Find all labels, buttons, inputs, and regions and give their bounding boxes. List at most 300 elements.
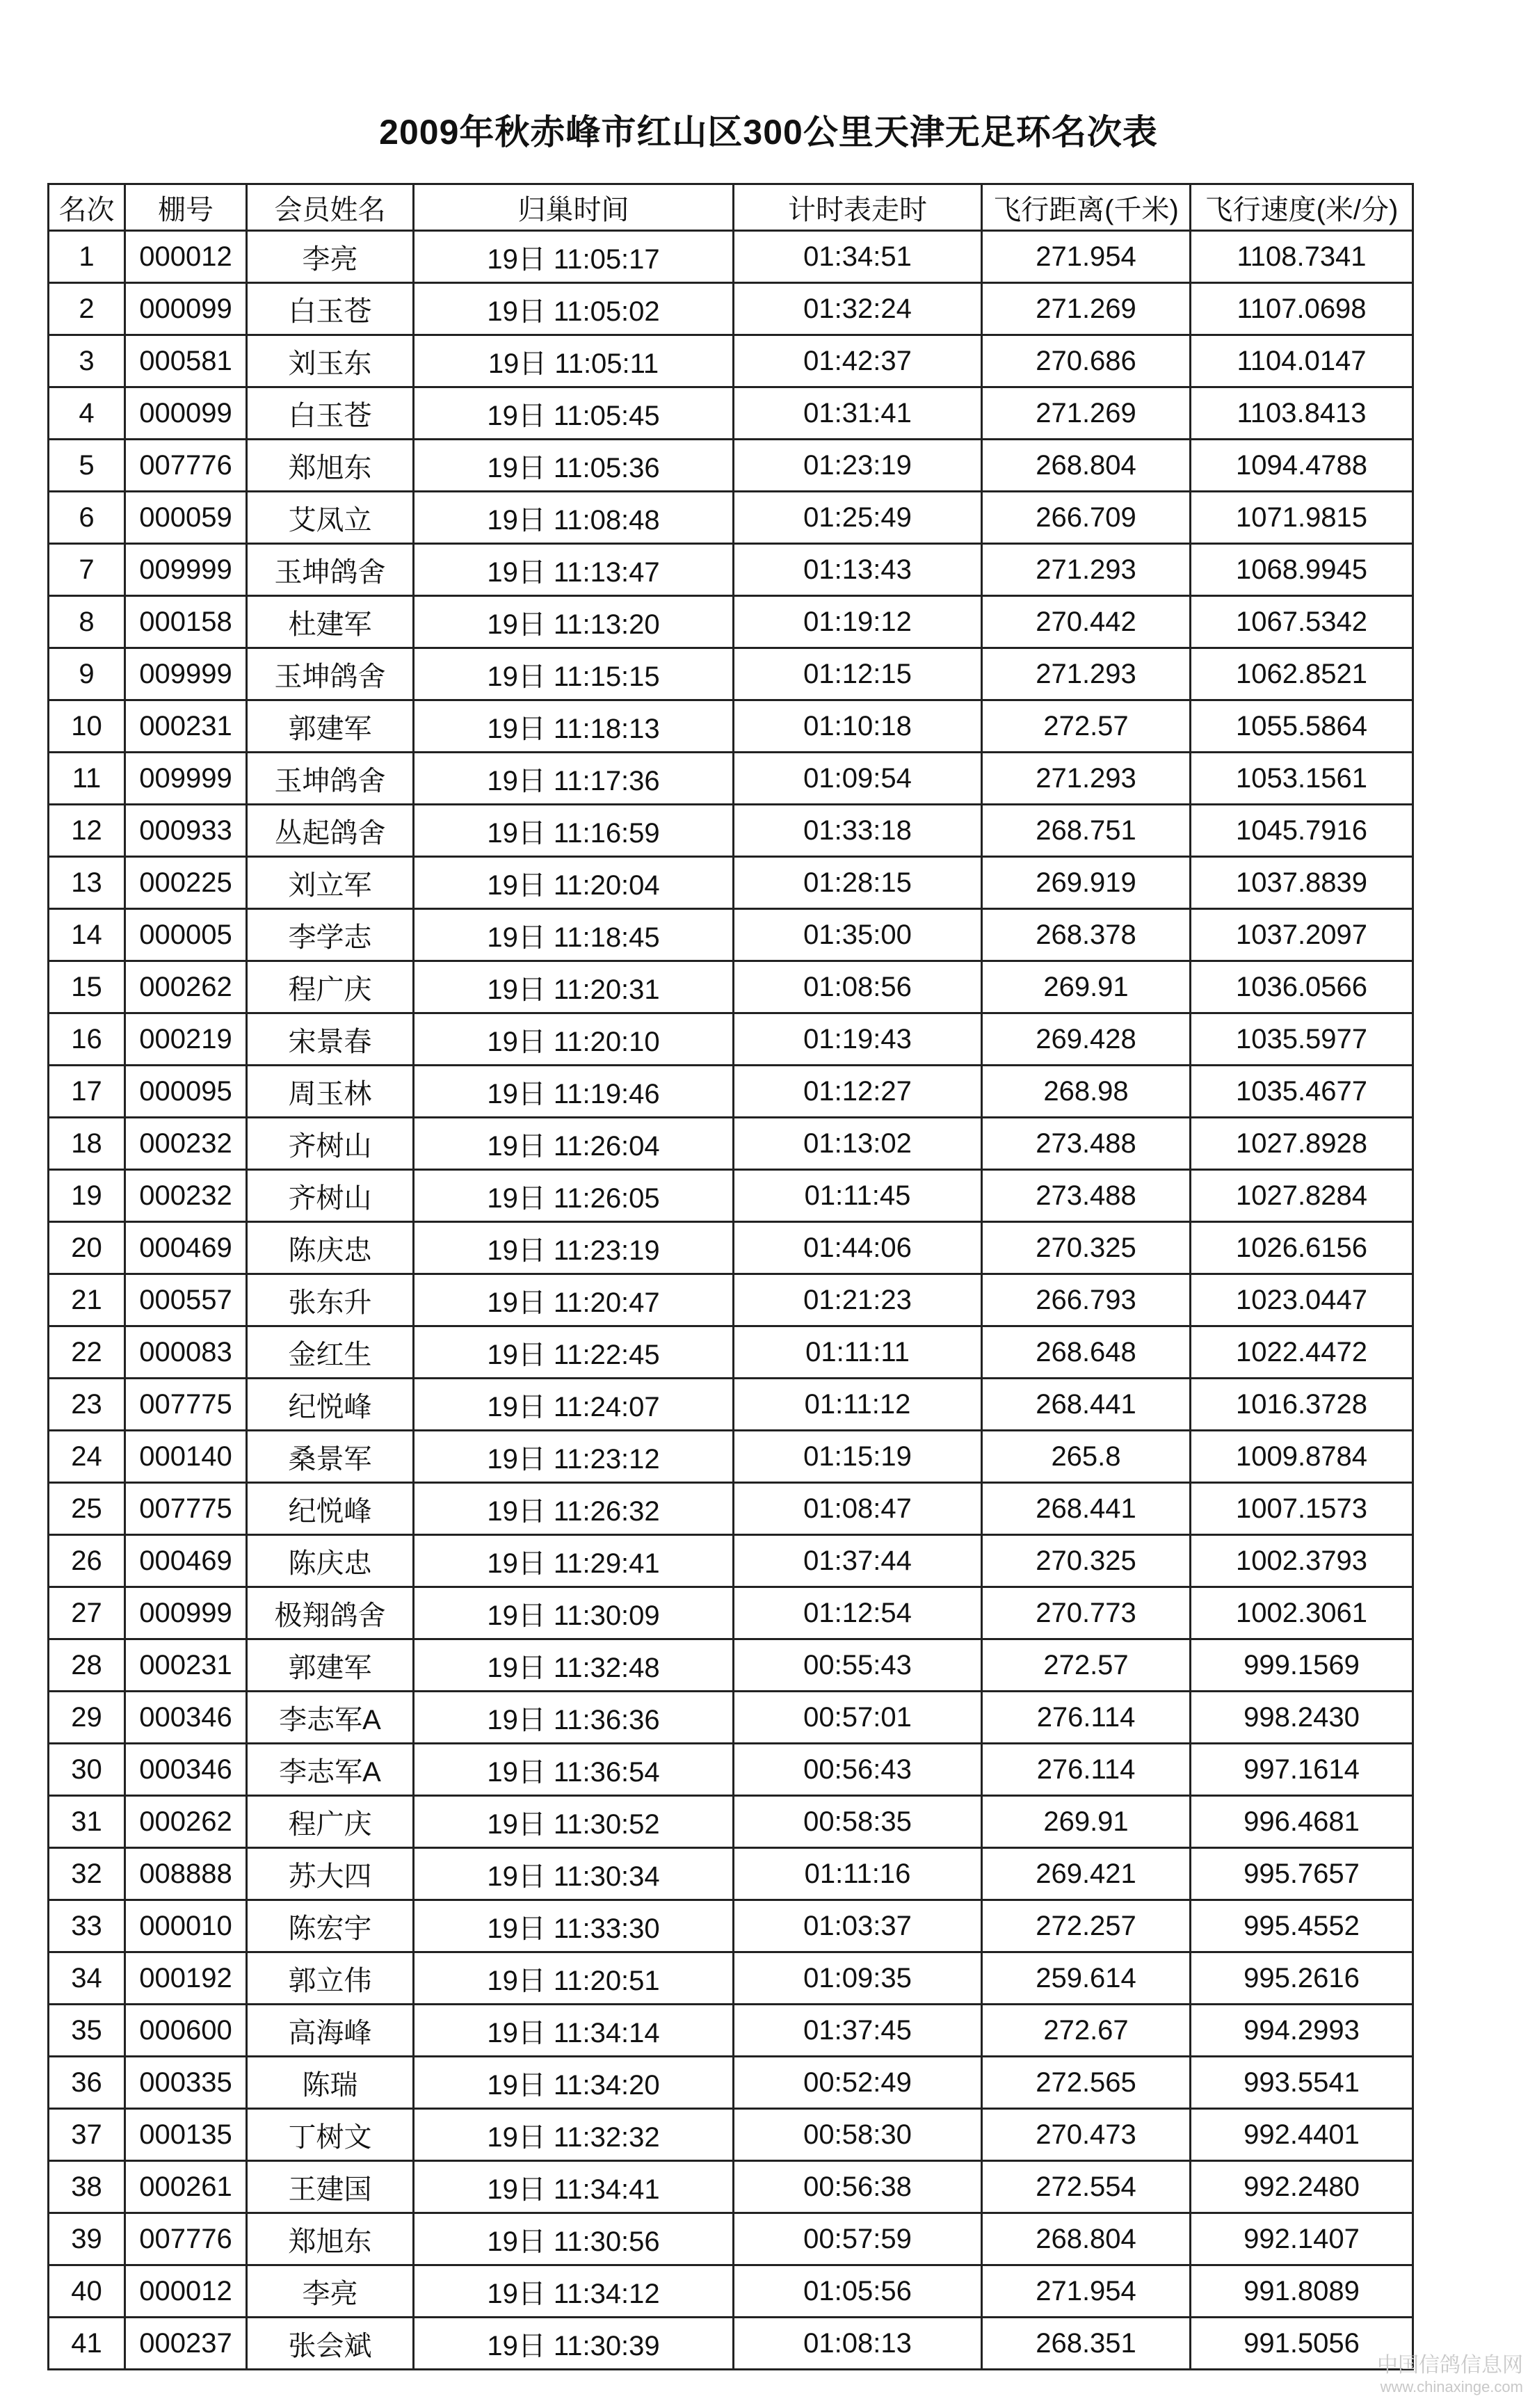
cell-loft-number: 000099 bbox=[125, 387, 247, 440]
cell-rank: 6 bbox=[49, 492, 125, 544]
cell-clock-time: 01:23:19 bbox=[734, 440, 982, 492]
cell-member-name: 张东升 bbox=[247, 1274, 414, 1326]
cell-speed: 1053.1561 bbox=[1191, 753, 1413, 805]
cell-loft-number: 000005 bbox=[125, 909, 247, 961]
cell-speed: 998.2430 bbox=[1191, 1692, 1413, 1744]
cell-distance: 269.91 bbox=[982, 1796, 1191, 1848]
cell-distance: 268.804 bbox=[982, 2213, 1191, 2265]
cell-distance: 276.114 bbox=[982, 1744, 1191, 1796]
cell-speed: 1035.5977 bbox=[1191, 1013, 1413, 1066]
table-row bbox=[49, 2109, 1413, 2161]
cell-speed: 1045.7916 bbox=[1191, 805, 1413, 857]
cell-member-name: 陈庆忠 bbox=[247, 1535, 414, 1587]
results-table bbox=[47, 183, 1414, 2370]
cell-clock-time: 01:15:19 bbox=[734, 1431, 982, 1483]
header-member-name: 会员姓名 bbox=[247, 184, 414, 231]
cell-distance: 268.648 bbox=[982, 1326, 1191, 1379]
table-row bbox=[49, 231, 1413, 283]
cell-member-name: 李亮 bbox=[247, 231, 414, 283]
cell-return-time: 19日 11:23:12 bbox=[414, 1431, 734, 1483]
cell-rank: 36 bbox=[49, 2057, 125, 2109]
cell-clock-time: 01:25:49 bbox=[734, 492, 982, 544]
cell-rank: 40 bbox=[49, 2265, 125, 2318]
cell-rank: 16 bbox=[49, 1013, 125, 1066]
cell-return-time: 19日 11:20:04 bbox=[414, 857, 734, 909]
cell-speed: 1009.8784 bbox=[1191, 1431, 1413, 1483]
cell-rank: 4 bbox=[49, 387, 125, 440]
cell-loft-number: 000933 bbox=[125, 805, 247, 857]
cell-speed: 1067.5342 bbox=[1191, 596, 1413, 648]
cell-speed: 1007.1573 bbox=[1191, 1483, 1413, 1535]
cell-member-name: 李学志 bbox=[247, 909, 414, 961]
cell-return-time: 19日 11:34:41 bbox=[414, 2161, 734, 2213]
cell-member-name: 刘立军 bbox=[247, 857, 414, 909]
cell-loft-number: 000469 bbox=[125, 1535, 247, 1587]
table-row bbox=[49, 2318, 1413, 2370]
cell-loft-number: 000262 bbox=[125, 961, 247, 1013]
cell-clock-time: 01:13:43 bbox=[734, 544, 982, 596]
cell-member-name: 高海峰 bbox=[247, 2005, 414, 2057]
cell-speed: 1071.9815 bbox=[1191, 492, 1413, 544]
cell-distance: 272.565 bbox=[982, 2057, 1191, 2109]
table-row bbox=[49, 857, 1413, 909]
cell-clock-time: 01:37:45 bbox=[734, 2005, 982, 2057]
cell-return-time: 19日 11:08:48 bbox=[414, 492, 734, 544]
table-row bbox=[49, 805, 1413, 857]
cell-speed: 991.8089 bbox=[1191, 2265, 1413, 2318]
cell-distance: 268.351 bbox=[982, 2318, 1191, 2370]
cell-speed: 1037.2097 bbox=[1191, 909, 1413, 961]
cell-loft-number: 009999 bbox=[125, 544, 247, 596]
cell-distance: 272.57 bbox=[982, 700, 1191, 753]
cell-speed: 1027.8284 bbox=[1191, 1170, 1413, 1222]
cell-return-time: 19日 11:15:15 bbox=[414, 648, 734, 700]
cell-clock-time: 01:42:37 bbox=[734, 335, 982, 387]
cell-rank: 19 bbox=[49, 1170, 125, 1222]
cell-rank: 1 bbox=[49, 231, 125, 283]
cell-rank: 41 bbox=[49, 2318, 125, 2370]
cell-member-name: 郭建军 bbox=[247, 700, 414, 753]
cell-return-time: 19日 11:23:19 bbox=[414, 1222, 734, 1274]
header-clock-time: 计时表走时 bbox=[734, 184, 982, 231]
cell-clock-time: 01:19:43 bbox=[734, 1013, 982, 1066]
table-row bbox=[49, 1535, 1413, 1587]
cell-loft-number: 008888 bbox=[125, 1848, 247, 1900]
table-row bbox=[49, 1431, 1413, 1483]
header-loft-number: 棚号 bbox=[125, 184, 247, 231]
table-row bbox=[49, 2213, 1413, 2265]
cell-clock-time: 01:33:18 bbox=[734, 805, 982, 857]
table-row bbox=[49, 2265, 1413, 2318]
cell-rank: 3 bbox=[49, 335, 125, 387]
cell-clock-time: 01:19:12 bbox=[734, 596, 982, 648]
cell-speed: 1022.4472 bbox=[1191, 1326, 1413, 1379]
cell-rank: 5 bbox=[49, 440, 125, 492]
cell-member-name: 李志军A bbox=[247, 1692, 414, 1744]
cell-speed: 995.2616 bbox=[1191, 1952, 1413, 2005]
cell-clock-time: 01:31:41 bbox=[734, 387, 982, 440]
cell-rank: 33 bbox=[49, 1900, 125, 1952]
table-header-row bbox=[49, 184, 1413, 231]
cell-clock-time: 01:37:44 bbox=[734, 1535, 982, 1587]
watermark-url: www.chinaxinge.com bbox=[1380, 2377, 1523, 2395]
cell-loft-number: 007776 bbox=[125, 2213, 247, 2265]
cell-return-time: 19日 11:13:47 bbox=[414, 544, 734, 596]
cell-member-name: 玉坤鸽舍 bbox=[247, 753, 414, 805]
cell-member-name: 桑景军 bbox=[247, 1431, 414, 1483]
cell-speed: 997.1614 bbox=[1191, 1744, 1413, 1796]
cell-member-name: 郑旭东 bbox=[247, 2213, 414, 2265]
cell-loft-number: 000012 bbox=[125, 231, 247, 283]
cell-member-name: 郭立伟 bbox=[247, 1952, 414, 2005]
header-return-time: 归巢时间 bbox=[414, 184, 734, 231]
cell-speed: 1027.8928 bbox=[1191, 1118, 1413, 1170]
cell-loft-number: 000135 bbox=[125, 2109, 247, 2161]
cell-return-time: 19日 11:05:36 bbox=[414, 440, 734, 492]
cell-speed: 992.2480 bbox=[1191, 2161, 1413, 2213]
cell-speed: 994.2993 bbox=[1191, 2005, 1413, 2057]
table-row bbox=[49, 335, 1413, 387]
cell-speed: 1036.0566 bbox=[1191, 961, 1413, 1013]
cell-clock-time: 01:05:56 bbox=[734, 2265, 982, 2318]
cell-return-time: 19日 11:26:05 bbox=[414, 1170, 734, 1222]
table-row bbox=[49, 492, 1413, 544]
cell-clock-time: 01:32:24 bbox=[734, 283, 982, 335]
watermark bbox=[1377, 2354, 1523, 2395]
cell-clock-time: 00:58:35 bbox=[734, 1796, 982, 1848]
cell-speed: 995.7657 bbox=[1191, 1848, 1413, 1900]
cell-loft-number: 000581 bbox=[125, 335, 247, 387]
cell-return-time: 19日 11:30:56 bbox=[414, 2213, 734, 2265]
cell-speed: 1062.8521 bbox=[1191, 648, 1413, 700]
cell-clock-time: 01:12:54 bbox=[734, 1587, 982, 1639]
cell-return-time: 19日 11:13:20 bbox=[414, 596, 734, 648]
cell-loft-number: 000095 bbox=[125, 1066, 247, 1118]
header-speed: 飞行速度(米/分) bbox=[1191, 184, 1413, 231]
cell-clock-time: 01:12:15 bbox=[734, 648, 982, 700]
table-row bbox=[49, 648, 1413, 700]
cell-return-time: 19日 11:20:47 bbox=[414, 1274, 734, 1326]
cell-return-time: 19日 11:34:14 bbox=[414, 2005, 734, 2057]
cell-return-time: 19日 11:34:12 bbox=[414, 2265, 734, 2318]
cell-speed: 992.4401 bbox=[1191, 2109, 1413, 2161]
table-row bbox=[49, 283, 1413, 335]
cell-loft-number: 000237 bbox=[125, 2318, 247, 2370]
cell-loft-number: 000999 bbox=[125, 1587, 247, 1639]
cell-loft-number: 000232 bbox=[125, 1170, 247, 1222]
cell-rank: 25 bbox=[49, 1483, 125, 1535]
table-row bbox=[49, 2057, 1413, 2109]
cell-return-time: 19日 11:30:09 bbox=[414, 1587, 734, 1639]
cell-return-time: 19日 11:30:39 bbox=[414, 2318, 734, 2370]
cell-member-name: 程广庆 bbox=[247, 961, 414, 1013]
cell-clock-time: 01:11:12 bbox=[734, 1379, 982, 1431]
cell-rank: 30 bbox=[49, 1744, 125, 1796]
cell-clock-time: 00:57:01 bbox=[734, 1692, 982, 1744]
cell-speed: 1094.4788 bbox=[1191, 440, 1413, 492]
cell-loft-number: 000557 bbox=[125, 1274, 247, 1326]
cell-loft-number: 000469 bbox=[125, 1222, 247, 1274]
cell-clock-time: 01:11:16 bbox=[734, 1848, 982, 1900]
cell-loft-number: 000261 bbox=[125, 2161, 247, 2213]
cell-member-name: 白玉苍 bbox=[247, 283, 414, 335]
cell-speed: 1103.8413 bbox=[1191, 387, 1413, 440]
cell-member-name: 陈瑞 bbox=[247, 2057, 414, 2109]
cell-rank: 7 bbox=[49, 544, 125, 596]
cell-distance: 276.114 bbox=[982, 1692, 1191, 1744]
cell-member-name: 丁树文 bbox=[247, 2109, 414, 2161]
cell-clock-time: 01:13:02 bbox=[734, 1118, 982, 1170]
cell-return-time: 19日 11:05:11 bbox=[414, 335, 734, 387]
cell-member-name: 周玉林 bbox=[247, 1066, 414, 1118]
cell-return-time: 19日 11:26:04 bbox=[414, 1118, 734, 1170]
cell-member-name: 王建国 bbox=[247, 2161, 414, 2213]
cell-distance: 271.269 bbox=[982, 387, 1191, 440]
cell-rank: 31 bbox=[49, 1796, 125, 1848]
cell-loft-number: 000262 bbox=[125, 1796, 247, 1848]
cell-distance: 268.804 bbox=[982, 440, 1191, 492]
cell-clock-time: 01:21:23 bbox=[734, 1274, 982, 1326]
cell-speed: 1055.5864 bbox=[1191, 700, 1413, 753]
cell-speed: 1002.3061 bbox=[1191, 1587, 1413, 1639]
cell-clock-time: 01:35:00 bbox=[734, 909, 982, 961]
cell-distance: 271.293 bbox=[982, 544, 1191, 596]
cell-loft-number: 000231 bbox=[125, 700, 247, 753]
cell-clock-time: 01:11:45 bbox=[734, 1170, 982, 1222]
cell-loft-number: 007775 bbox=[125, 1379, 247, 1431]
cell-return-time: 19日 11:30:52 bbox=[414, 1796, 734, 1848]
cell-member-name: 陈宏宇 bbox=[247, 1900, 414, 1952]
cell-rank: 24 bbox=[49, 1431, 125, 1483]
table-row bbox=[49, 1118, 1413, 1170]
cell-rank: 34 bbox=[49, 1952, 125, 2005]
cell-rank: 20 bbox=[49, 1222, 125, 1274]
cell-distance: 268.98 bbox=[982, 1066, 1191, 1118]
table-row bbox=[49, 1379, 1413, 1431]
cell-clock-time: 01:11:11 bbox=[734, 1326, 982, 1379]
cell-return-time: 19日 11:32:32 bbox=[414, 2109, 734, 2161]
cell-rank: 14 bbox=[49, 909, 125, 961]
cell-clock-time: 01:08:13 bbox=[734, 2318, 982, 2370]
cell-loft-number: 000010 bbox=[125, 1900, 247, 1952]
cell-rank: 37 bbox=[49, 2109, 125, 2161]
cell-member-name: 郑旭东 bbox=[247, 440, 414, 492]
cell-member-name: 齐树山 bbox=[247, 1170, 414, 1222]
cell-distance: 270.773 bbox=[982, 1587, 1191, 1639]
cell-return-time: 19日 11:16:59 bbox=[414, 805, 734, 857]
cell-rank: 8 bbox=[49, 596, 125, 648]
table-body bbox=[49, 231, 1413, 2370]
cell-return-time: 19日 11:18:13 bbox=[414, 700, 734, 753]
cell-clock-time: 01:08:56 bbox=[734, 961, 982, 1013]
cell-member-name: 李志军A bbox=[247, 1744, 414, 1796]
cell-loft-number: 000192 bbox=[125, 1952, 247, 2005]
cell-distance: 269.428 bbox=[982, 1013, 1191, 1066]
cell-distance: 269.91 bbox=[982, 961, 1191, 1013]
cell-distance: 271.954 bbox=[982, 2265, 1191, 2318]
cell-loft-number: 000059 bbox=[125, 492, 247, 544]
cell-loft-number: 000600 bbox=[125, 2005, 247, 2057]
cell-speed: 991.5056 bbox=[1191, 2318, 1413, 2370]
cell-member-name: 齐树山 bbox=[247, 1118, 414, 1170]
cell-rank: 23 bbox=[49, 1379, 125, 1431]
cell-distance: 268.378 bbox=[982, 909, 1191, 961]
cell-clock-time: 00:56:38 bbox=[734, 2161, 982, 2213]
cell-loft-number: 009999 bbox=[125, 753, 247, 805]
table-row bbox=[49, 753, 1413, 805]
table-row bbox=[49, 2005, 1413, 2057]
cell-rank: 13 bbox=[49, 857, 125, 909]
cell-member-name: 艾凤立 bbox=[247, 492, 414, 544]
cell-rank: 35 bbox=[49, 2005, 125, 2057]
cell-loft-number: 000140 bbox=[125, 1431, 247, 1483]
cell-clock-time: 01:09:54 bbox=[734, 753, 982, 805]
cell-clock-time: 00:52:49 bbox=[734, 2057, 982, 2109]
cell-rank: 22 bbox=[49, 1326, 125, 1379]
header-distance: 飞行距离(千米) bbox=[982, 184, 1191, 231]
cell-loft-number: 000158 bbox=[125, 596, 247, 648]
cell-distance: 265.8 bbox=[982, 1431, 1191, 1483]
cell-member-name: 宋景春 bbox=[247, 1013, 414, 1066]
cell-return-time: 19日 11:17:36 bbox=[414, 753, 734, 805]
table-row bbox=[49, 1692, 1413, 1744]
cell-speed: 1107.0698 bbox=[1191, 283, 1413, 335]
cell-clock-time: 01:09:35 bbox=[734, 1952, 982, 2005]
table-row bbox=[49, 2161, 1413, 2213]
cell-speed: 1023.0447 bbox=[1191, 1274, 1413, 1326]
cell-speed: 1104.0147 bbox=[1191, 335, 1413, 387]
cell-rank: 39 bbox=[49, 2213, 125, 2265]
cell-return-time: 19日 11:20:31 bbox=[414, 961, 734, 1013]
cell-loft-number: 000232 bbox=[125, 1118, 247, 1170]
page-title: 2009年秋赤峰市红山区300公里天津无足环名次表 bbox=[379, 113, 1158, 152]
cell-return-time: 19日 11:24:07 bbox=[414, 1379, 734, 1431]
cell-distance: 259.614 bbox=[982, 1952, 1191, 2005]
cell-speed: 993.5541 bbox=[1191, 2057, 1413, 2109]
cell-return-time: 19日 11:30:34 bbox=[414, 1848, 734, 1900]
cell-return-time: 19日 11:05:17 bbox=[414, 231, 734, 283]
table-row bbox=[49, 1274, 1413, 1326]
cell-distance: 272.67 bbox=[982, 2005, 1191, 2057]
cell-clock-time: 00:58:30 bbox=[734, 2109, 982, 2161]
cell-distance: 270.442 bbox=[982, 596, 1191, 648]
cell-member-name: 刘玉东 bbox=[247, 335, 414, 387]
table-row bbox=[49, 1796, 1413, 1848]
table-row bbox=[49, 1744, 1413, 1796]
cell-clock-time: 01:28:15 bbox=[734, 857, 982, 909]
cell-distance: 266.793 bbox=[982, 1274, 1191, 1326]
cell-member-name: 程广庆 bbox=[247, 1796, 414, 1848]
table-row bbox=[49, 1326, 1413, 1379]
cell-return-time: 19日 11:33:30 bbox=[414, 1900, 734, 1952]
cell-distance: 269.421 bbox=[982, 1848, 1191, 1900]
cell-return-time: 19日 11:22:45 bbox=[414, 1326, 734, 1379]
cell-speed: 1068.9945 bbox=[1191, 544, 1413, 596]
cell-loft-number: 000219 bbox=[125, 1013, 247, 1066]
cell-member-name: 纪悦峰 bbox=[247, 1379, 414, 1431]
header-rank: 名次 bbox=[49, 184, 125, 231]
cell-loft-number: 009999 bbox=[125, 648, 247, 700]
cell-loft-number: 007775 bbox=[125, 1483, 247, 1535]
cell-rank: 26 bbox=[49, 1535, 125, 1587]
cell-distance: 268.751 bbox=[982, 805, 1191, 857]
cell-distance: 270.325 bbox=[982, 1535, 1191, 1587]
table-row bbox=[49, 544, 1413, 596]
cell-distance: 271.293 bbox=[982, 648, 1191, 700]
cell-rank: 29 bbox=[49, 1692, 125, 1744]
table-row bbox=[49, 1639, 1413, 1692]
cell-rank: 32 bbox=[49, 1848, 125, 1900]
table-row bbox=[49, 1587, 1413, 1639]
table-row bbox=[49, 700, 1413, 753]
cell-member-name: 极翔鸽舍 bbox=[247, 1587, 414, 1639]
cell-return-time: 19日 11:36:36 bbox=[414, 1692, 734, 1744]
cell-member-name: 郭建军 bbox=[247, 1639, 414, 1692]
cell-member-name: 玉坤鸽舍 bbox=[247, 544, 414, 596]
cell-loft-number: 000346 bbox=[125, 1744, 247, 1796]
cell-loft-number: 000099 bbox=[125, 283, 247, 335]
table-row bbox=[49, 909, 1413, 961]
cell-loft-number: 000335 bbox=[125, 2057, 247, 2109]
table-row bbox=[49, 1848, 1413, 1900]
table-row bbox=[49, 596, 1413, 648]
watermark-site-name: 中国信鸽信息网 bbox=[1377, 2354, 1523, 2377]
table-row bbox=[49, 1170, 1413, 1222]
cell-clock-time: 01:44:06 bbox=[734, 1222, 982, 1274]
cell-rank: 2 bbox=[49, 283, 125, 335]
cell-clock-time: 00:55:43 bbox=[734, 1639, 982, 1692]
cell-member-name: 白玉苍 bbox=[247, 387, 414, 440]
cell-speed: 1108.7341 bbox=[1191, 231, 1413, 283]
cell-return-time: 19日 11:29:41 bbox=[414, 1535, 734, 1587]
cell-rank: 11 bbox=[49, 753, 125, 805]
cell-rank: 27 bbox=[49, 1587, 125, 1639]
cell-return-time: 19日 11:20:10 bbox=[414, 1013, 734, 1066]
cell-rank: 38 bbox=[49, 2161, 125, 2213]
cell-distance: 270.325 bbox=[982, 1222, 1191, 1274]
cell-member-name: 玉坤鸽舍 bbox=[247, 648, 414, 700]
cell-clock-time: 01:34:51 bbox=[734, 231, 982, 283]
cell-rank: 15 bbox=[49, 961, 125, 1013]
cell-return-time: 19日 11:34:20 bbox=[414, 2057, 734, 2109]
cell-clock-time: 00:56:43 bbox=[734, 1744, 982, 1796]
table-row bbox=[49, 1013, 1413, 1066]
table-row bbox=[49, 1483, 1413, 1535]
cell-speed: 1035.4677 bbox=[1191, 1066, 1413, 1118]
cell-speed: 1016.3728 bbox=[1191, 1379, 1413, 1431]
cell-return-time: 19日 11:26:32 bbox=[414, 1483, 734, 1535]
cell-rank: 9 bbox=[49, 648, 125, 700]
cell-speed: 995.4552 bbox=[1191, 1900, 1413, 1952]
cell-rank: 12 bbox=[49, 805, 125, 857]
cell-speed: 992.1407 bbox=[1191, 2213, 1413, 2265]
cell-distance: 271.293 bbox=[982, 753, 1191, 805]
cell-distance: 273.488 bbox=[982, 1170, 1191, 1222]
cell-return-time: 19日 11:36:54 bbox=[414, 1744, 734, 1796]
table-row bbox=[49, 1066, 1413, 1118]
cell-member-name: 苏大四 bbox=[247, 1848, 414, 1900]
cell-distance: 272.257 bbox=[982, 1900, 1191, 1952]
cell-member-name: 陈庆忠 bbox=[247, 1222, 414, 1274]
cell-rank: 10 bbox=[49, 700, 125, 753]
cell-loft-number: 000231 bbox=[125, 1639, 247, 1692]
cell-distance: 268.441 bbox=[982, 1483, 1191, 1535]
cell-clock-time: 00:57:59 bbox=[734, 2213, 982, 2265]
cell-loft-number: 000346 bbox=[125, 1692, 247, 1744]
cell-return-time: 19日 11:05:02 bbox=[414, 283, 734, 335]
table-row bbox=[49, 961, 1413, 1013]
cell-member-name: 纪悦峰 bbox=[247, 1483, 414, 1535]
